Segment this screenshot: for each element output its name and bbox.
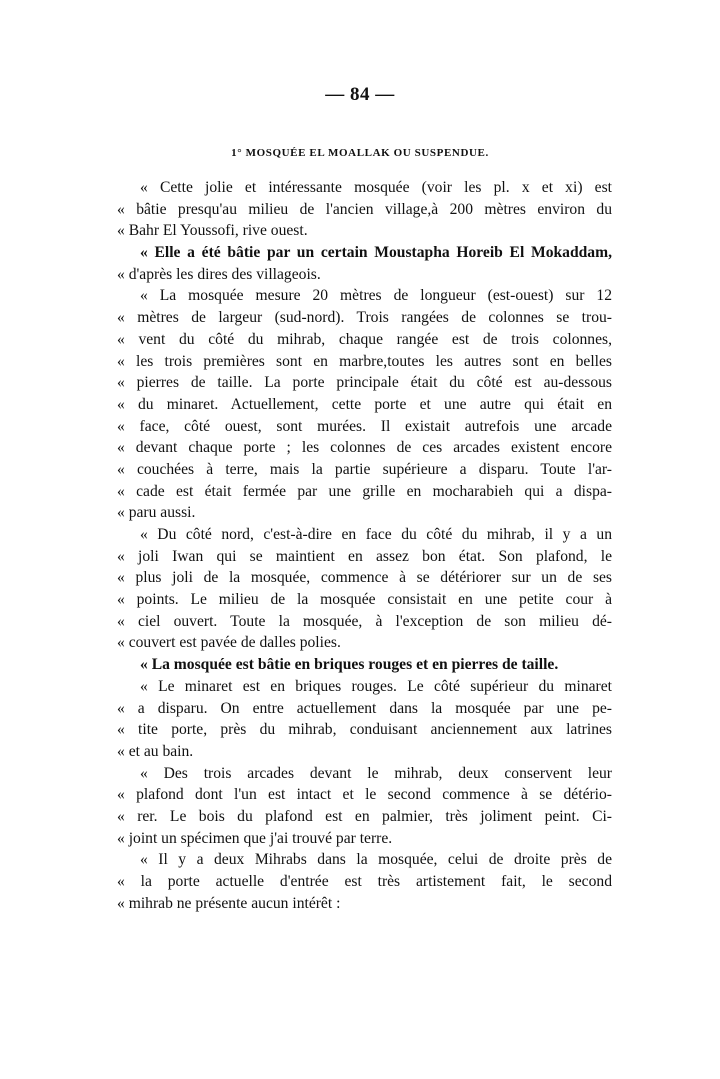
body-text	[117, 177, 612, 914]
text-line: « La mosquée est bâtie en briques rouges et en pierres de taille.	[140, 656, 559, 674]
text-line: « couvert est pavée de dalles polies.	[117, 634, 341, 652]
text-line: « rer. Le bois du plafond est en palmier, très joliment peint. Ci-	[117, 807, 612, 825]
text-line: « Bahr El Youssofi, rive ouest.	[117, 222, 308, 240]
text-line: « la porte actuelle d'entrée est très artistement fait, le second	[117, 873, 612, 890]
section-heading: 1° MOSQUÉE EL MOALLAK OU SUSPENDUE.	[231, 147, 489, 159]
text-line: « La mosquée mesure 20 mètres de longueur (est-ouest) sur 12	[140, 287, 612, 305]
text-line: « les trois premières sont en marbre,toutes les autres sont en belles	[117, 352, 612, 370]
text-line: « d'après les dires des villageois.	[117, 265, 321, 283]
text-line: « ciel ouvert. Toute la mosquée, à l'exception de son milieu dé-	[117, 612, 612, 630]
text-line: « du minaret. Actuellement, cette porte et une autre qui était en	[117, 395, 612, 413]
text-line: « couchées à terre, mais la partie supérieure a disparu. Toute l'ar-	[117, 460, 612, 478]
text-line: « pierres de taille. La porte principale était du côté est au-dessous	[117, 374, 612, 392]
text-line: « plafond dont l'un est intact et le second commence à se détério-	[117, 786, 612, 804]
text-line: « joli Iwan qui se maintient en assez bon état. Son plafond, le	[117, 547, 612, 565]
text-line: « mihrab ne présente aucun intérêt :	[117, 894, 341, 912]
text-line: « paru aussi.	[117, 504, 196, 522]
text-line: « Du côté nord, c'est-à-dire en face du côté du mihrab, il y a un	[140, 526, 612, 543]
text-line: « Des trois arcades devant le mihrab, deux conservent leur	[140, 764, 612, 782]
text-line: « tite porte, près du mihrab, conduisant anciennement aux latrines	[117, 721, 612, 739]
text-line: « bâtie presqu'au milieu de l'ancien village,à 200 mètres environ du	[117, 200, 612, 218]
text-line: « vent du côté du mihrab, chaque rangée est de trois colonnes,	[117, 330, 612, 348]
page-number: — 84 —	[325, 84, 395, 105]
text-line: « mètres de largeur (sud-nord). Trois rangées de colonnes se trou-	[117, 309, 612, 327]
text-line: « cade est était fermée par une grille en mocharabieh qui a dispa-	[117, 482, 612, 500]
text-line: « Cette jolie et intéressante mosquée (voir les pl. x et xi) est	[140, 179, 612, 196]
text-line: « Elle a été bâtie par un certain Moustapha Horeib El Mokaddam,	[140, 244, 612, 262]
text-line: « et au bain.	[117, 742, 194, 760]
text-line: « devant chaque porte ; les colonnes de ces arcades existent encore	[117, 439, 612, 457]
text-line: « points. Le milieu de la mosquée consistait en une petite cour à	[117, 591, 612, 609]
text-line: « plus joli de la mosquée, commence à se détériorer sur un de ses	[117, 569, 612, 587]
text-line: « face, côté ouest, sont murées. Il existait autrefois une arcade	[117, 417, 612, 435]
text-line: « Le minaret est en briques rouges. Le côté supérieur du minaret	[140, 677, 612, 695]
text-line: « joint un spécimen que j'ai trouvé par terre.	[117, 829, 393, 847]
text-line: « Il y a deux Mihrabs dans la mosquée, celui de droite près de	[140, 851, 612, 869]
text-line: « a disparu. On entre actuellement dans la mosquée par une pe-	[117, 699, 612, 717]
